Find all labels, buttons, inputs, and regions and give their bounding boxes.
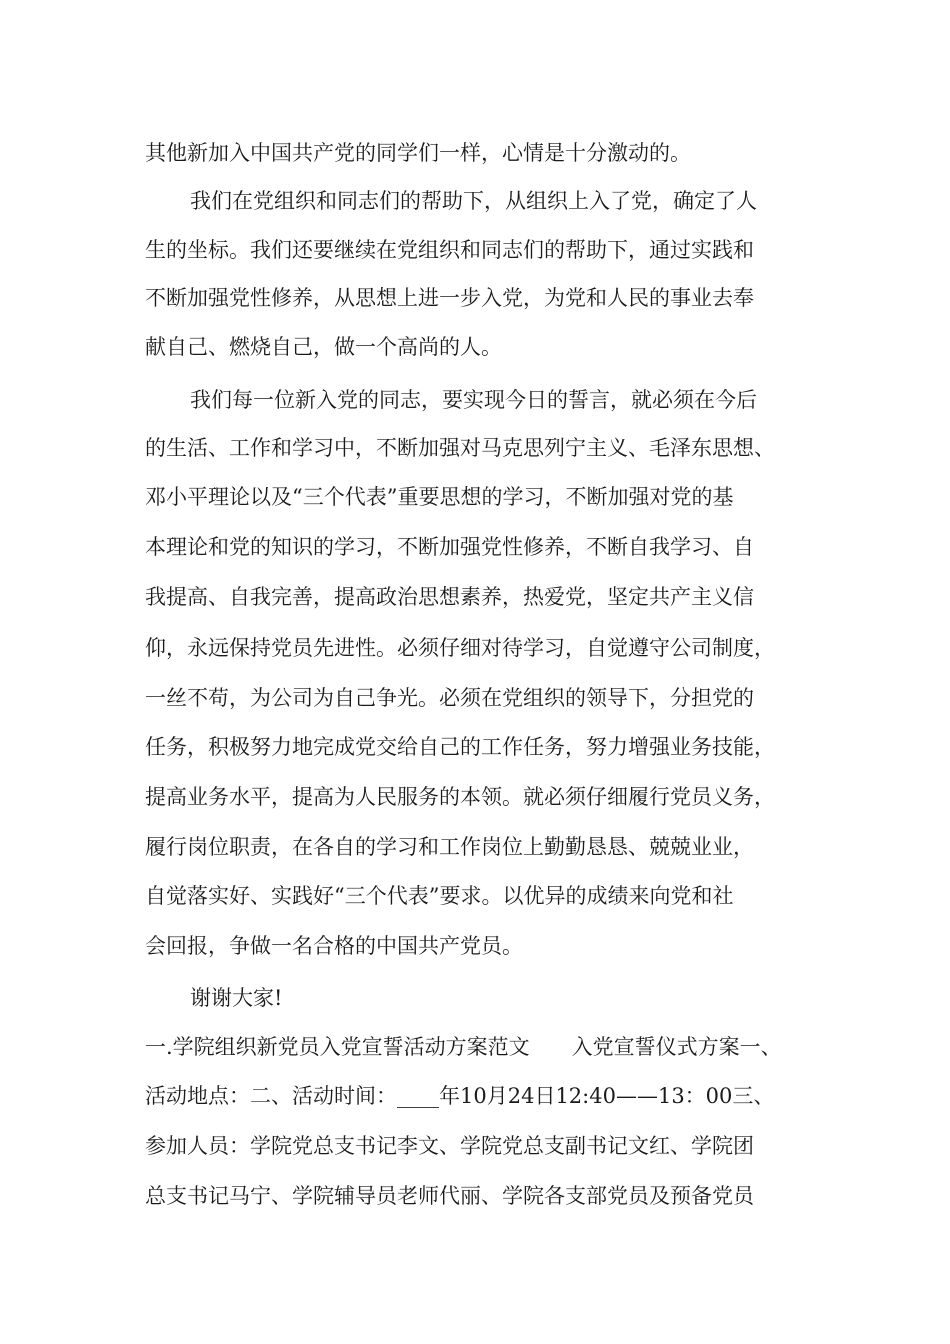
text-line: 献自己、燃烧自己，做一个高尚的人。: [145, 335, 502, 359]
text-line: 我提高、自我完善，提高政治思想素养，热爱党，坚定共产主义信: [145, 585, 754, 609]
text-line: 生的坐标。我们还要继续在党组织和同志们的帮助下，通过实践和: [145, 238, 754, 262]
text-line: 参加人员：学院党总支书记李文、学院党总支副书记文红、学院团: [145, 1134, 754, 1158]
text-line: 自觉落实好、实践好“三个代表”要求。以优异的成绩来向党和社: [145, 884, 734, 908]
text-line: 我们每一位新入党的同志，要实现今日的誓言，就必须在今后: [190, 388, 757, 412]
text-line: 一丝不苟，为公司为自己争光。必须在党组织的领导下，分担党的: [145, 686, 754, 710]
text-line: 任务，积极努力地完成党交给自己的工作任务，努力增强业务技能，: [145, 735, 775, 759]
text-line: 谢谢大家!: [190, 986, 283, 1010]
text-line: 的生活、工作和学习中，不断加强对马克思列宁主义、毛泽东思想、: [145, 436, 775, 460]
text-line: 履行岗位职责，在各自的学习和工作岗位上勤勤恳恳、兢兢业业，: [145, 835, 754, 859]
text-line: 本理论和党的知识的学习，不断加强党性修养，不断自我学习、自: [145, 535, 754, 559]
text-line: 我们在党组织和同志们的帮助下，从组织上入了党，确定了人: [190, 189, 757, 213]
text-line: 总支书记马宁、学院辅导员老师代丽、学院各支部党员及预备党员: [145, 1184, 754, 1208]
text-line: 不断加强党性修养，从思想上进一步入党，为党和人民的事业去奉: [145, 286, 754, 310]
text-line: 提高业务水平，提高为人民服务的本领。就必须仔细履行党员义务，: [145, 785, 775, 809]
text-line: 活动地点：二、活动时间：____年10月24日12:40——13：00三、: [145, 1084, 775, 1108]
text-line: 仰，永远保持党员先进性。必须仔细对待学习，自觉遵守公司制度，: [145, 636, 775, 660]
text-line: 其他新加入中国共产党的同学们一样，心情是十分激动的。: [145, 141, 691, 165]
text-line: 邓小平理论以及“三个代表”重要思想的学习，不断加强对党的基: [145, 485, 734, 509]
text-line: 一.学院组织新党员入党宣誓活动方案范文 入党宣誓仪式方案一、: [145, 1035, 782, 1059]
text-line: 会回报，争做一名合格的中国共产党员。: [145, 934, 523, 958]
